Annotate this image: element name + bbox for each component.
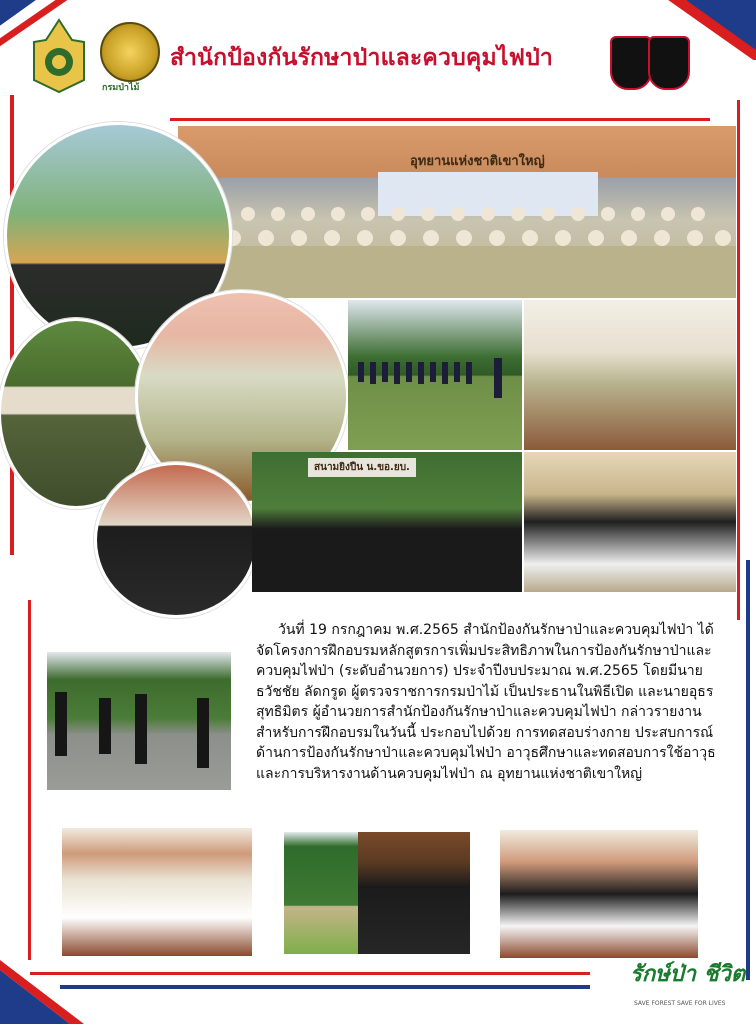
photo-running-test — [47, 652, 231, 790]
frame-right-red-line — [737, 100, 740, 620]
footer-logo — [630, 956, 746, 1016]
body-text — [256, 620, 724, 784]
body-paragraph: วันที่ 19 กรกฎาคม พ.ศ.2565 สำนักป้องกันรักษาป่าและควบคุมไฟป่า ได้จัดโครงการฝึกอบรมหลักสูตรการเพิ่มประสิทธิภาพในการป้องกันรักษาป่าและควบคุมไฟป่า (ระดับอำนวยการ) ประจำปีงบประมาณ พ.ศ.2565 โดยมีนายธวัชชัย ลัดกรูด ผู้ตรวจราชการกรมป่าไม้ เป็นประธานในพิธีเปิด และนายอุธร สุทธิมิตร ผู้อำนวยการสำนักป้องกันรักษาป่าและควบคุมไฟป่า กล่าวรายงานสำหรับการฝึกอบรมในวันนี้ ประกอบไปด้วย การทดสอบร่างกาย ประสบการณ์ด้านการป้องกันรักษาป่าและควบคุมไฟป่า อาวุธศึกษาและทดสอบการใช้อาวุธ และการบริหารงานด้านควบคุมไฟป่า ณ อุทยานแห่งชาติเขาใหญ่ — [256, 622, 716, 782]
photo-shooting-range-formation — [252, 452, 522, 592]
frame-bottom-left-stripe — [0, 960, 90, 1024]
photo-microphone-speaker — [94, 462, 258, 618]
park-sign: อุทยานแห่งชาติเขาใหญ่ — [410, 154, 545, 169]
frame-bottom-red-line — [30, 972, 590, 975]
frame-right-blue-line — [746, 560, 750, 980]
frame-top-red-line — [170, 118, 710, 121]
footer-logo-small-text: SAVE FOREST SAVE FOR LIVES — [634, 1000, 726, 1007]
people-rows — [218, 196, 736, 296]
royal-emblem — [28, 18, 90, 94]
frame-bottom-blue-line — [60, 985, 590, 989]
photo-shooting-practice — [358, 832, 470, 954]
page-title: สำนักป้องกันรักษาป่าและควบคุมไฟป่า — [170, 45, 554, 71]
photo-hall-training — [62, 828, 252, 956]
frame-left-red-line — [10, 95, 14, 555]
unit-shield-right — [648, 36, 690, 90]
photo-classroom-top — [524, 300, 736, 450]
frame-left-red-line-lower — [28, 600, 31, 960]
forest-department-label: กรมป่าไม้ — [102, 83, 140, 93]
range-sign: สนามยิงปืน น.ขอ.ยบ. — [308, 458, 416, 477]
forest-department-logo — [100, 22, 160, 82]
unit-shield-left — [610, 36, 652, 90]
photo-classroom-bottom — [524, 452, 736, 592]
photo-classroom-exam — [500, 830, 698, 958]
photo-field-formation — [348, 300, 522, 450]
footer-logo-text: รักษ์ป่า ชีวิต — [630, 962, 746, 987]
group-photo — [178, 126, 736, 298]
